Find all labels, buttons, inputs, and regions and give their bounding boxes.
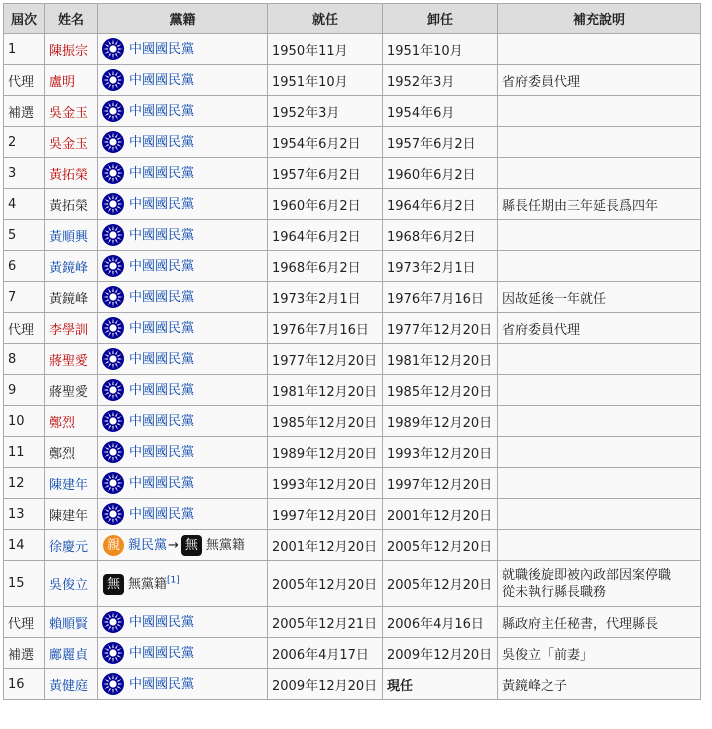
party-cell bbox=[98, 96, 268, 127]
term-cell: 代理 bbox=[4, 65, 45, 96]
kmt-emblem-icon bbox=[102, 503, 124, 525]
term-cell: 6 bbox=[4, 251, 45, 282]
name-link[interactable]: 鄭烈 bbox=[45, 406, 98, 437]
term-cell: 補選 bbox=[4, 638, 45, 669]
party-link[interactable]: 中國國民黨 bbox=[129, 289, 195, 305]
term-cell: 7 bbox=[4, 282, 45, 313]
kmt-emblem-icon bbox=[102, 379, 124, 401]
kmt-emblem-icon bbox=[102, 224, 124, 246]
end-cell: 現任 bbox=[383, 669, 498, 700]
start-cell: 1950年11月 bbox=[268, 34, 383, 65]
name-text: 蔣聖愛 bbox=[45, 375, 98, 406]
party-link[interactable]: 中國國民黨 bbox=[129, 41, 195, 57]
table-row bbox=[4, 406, 701, 437]
party-cell bbox=[98, 638, 268, 669]
name-text: 黃拓榮 bbox=[45, 189, 98, 220]
name-link[interactable]: 陳建年 bbox=[45, 468, 98, 499]
term-cell: 16 bbox=[4, 669, 45, 700]
term-cell: 代理 bbox=[4, 607, 45, 638]
table-row bbox=[4, 607, 701, 638]
start-cell: 1964年6月2日 bbox=[268, 220, 383, 251]
end-cell: 1960年6月2日 bbox=[383, 158, 498, 189]
end-cell: 1976年7月16日 bbox=[383, 282, 498, 313]
name-text: 陳建年 bbox=[45, 499, 98, 530]
name-link[interactable]: 黃健庭 bbox=[45, 669, 98, 700]
party-link[interactable]: 中國國民黨 bbox=[129, 258, 195, 274]
party-cell bbox=[98, 251, 268, 282]
party-cell bbox=[98, 406, 268, 437]
end-cell: 1957年6月2日 bbox=[383, 127, 498, 158]
party-cell bbox=[98, 669, 268, 700]
name-link[interactable]: 蔣聖愛 bbox=[45, 344, 98, 375]
table-row bbox=[4, 96, 701, 127]
end-cell: 1985年12月20日 bbox=[383, 375, 498, 406]
party-cell bbox=[98, 437, 268, 468]
kmt-emblem-icon bbox=[102, 611, 124, 633]
note-cell bbox=[498, 375, 701, 406]
name-link[interactable]: 李學訓 bbox=[45, 313, 98, 344]
name-text: 黃鏡峰 bbox=[45, 282, 98, 313]
kmt-emblem-icon bbox=[102, 69, 124, 91]
kmt-emblem-icon bbox=[102, 162, 124, 184]
term-cell: 9 bbox=[4, 375, 45, 406]
note-cell: 吳俊立「前妻」 bbox=[498, 638, 701, 669]
end-cell: 1973年2月1日 bbox=[383, 251, 498, 282]
kmt-emblem-icon bbox=[102, 317, 124, 339]
term-cell: 11 bbox=[4, 437, 45, 468]
end-cell: 1997年12月20日 bbox=[383, 468, 498, 499]
term-cell: 12 bbox=[4, 468, 45, 499]
kmt-emblem-icon bbox=[102, 100, 124, 122]
name-link[interactable]: 陳振宗 bbox=[45, 34, 98, 65]
party-link[interactable]: 中國國民黨 bbox=[129, 676, 195, 692]
start-cell: 1985年12月20日 bbox=[268, 406, 383, 437]
party-cell bbox=[98, 499, 268, 530]
table-row bbox=[4, 220, 701, 251]
kmt-emblem-icon bbox=[102, 255, 124, 277]
start-cell: 1981年12月20日 bbox=[268, 375, 383, 406]
start-cell: 1976年7月16日 bbox=[268, 313, 383, 344]
party-cell bbox=[98, 189, 268, 220]
end-cell: 2005年12月20日 bbox=[383, 530, 498, 561]
party-link[interactable]: 中國國民黨 bbox=[129, 506, 195, 522]
party-cell bbox=[98, 34, 268, 65]
table-row bbox=[4, 34, 701, 65]
note-cell bbox=[498, 468, 701, 499]
term-cell: 14 bbox=[4, 530, 45, 561]
kmt-emblem-icon bbox=[102, 131, 124, 153]
start-cell: 1997年12月20日 bbox=[268, 499, 383, 530]
table-row bbox=[4, 251, 701, 282]
table-row bbox=[4, 530, 701, 561]
table-row bbox=[4, 65, 701, 96]
start-cell: 2009年12月20日 bbox=[268, 669, 383, 700]
term-cell: 2 bbox=[4, 127, 45, 158]
party-cell bbox=[98, 127, 268, 158]
party-cell bbox=[98, 375, 268, 406]
end-cell: 1981年12月20日 bbox=[383, 344, 498, 375]
note-cell bbox=[498, 437, 701, 468]
kmt-emblem-icon bbox=[102, 38, 124, 60]
note-cell: 縣長任期由三年延長爲四年 bbox=[498, 189, 701, 220]
name-link[interactable]: 賴順賢 bbox=[45, 607, 98, 638]
party-link[interactable]: 中國國民黨 bbox=[129, 444, 195, 460]
party-cell bbox=[98, 344, 268, 375]
start-cell: 1989年12月20日 bbox=[268, 437, 383, 468]
end-cell: 1964年6月2日 bbox=[383, 189, 498, 220]
arrow-icon: → bbox=[168, 538, 179, 553]
note-cell: 黃鏡峰之子 bbox=[498, 669, 701, 700]
note-cell: 因故延後一年就任 bbox=[498, 282, 701, 313]
start-cell: 2005年12月21日 bbox=[268, 607, 383, 638]
kmt-emblem-icon bbox=[102, 441, 124, 463]
table-row bbox=[4, 313, 701, 344]
start-cell: 2006年4月17日 bbox=[268, 638, 383, 669]
name-link[interactable]: 盧明 bbox=[45, 65, 98, 96]
end-cell: 1977年12月20日 bbox=[383, 313, 498, 344]
party-label: 無黨籍 bbox=[128, 576, 168, 592]
term-cell: 8 bbox=[4, 344, 45, 375]
party-link[interactable]: 中國國民黨 bbox=[129, 227, 195, 243]
start-cell: 1954年6月2日 bbox=[268, 127, 383, 158]
party-cell bbox=[98, 158, 268, 189]
table-row bbox=[4, 437, 701, 468]
party-link[interactable]: 中國國民黨 bbox=[129, 614, 195, 630]
kmt-emblem-icon bbox=[102, 348, 124, 370]
party-cell bbox=[98, 313, 268, 344]
name-link[interactable]: 黃鏡峰 bbox=[45, 251, 98, 282]
table-row bbox=[4, 127, 701, 158]
term-cell: 10 bbox=[4, 406, 45, 437]
independent-icon: 無 bbox=[181, 535, 202, 556]
party-cell bbox=[98, 468, 268, 499]
table-row bbox=[4, 669, 701, 700]
table-row bbox=[4, 189, 701, 220]
note-cell bbox=[498, 406, 701, 437]
kmt-emblem-icon bbox=[102, 286, 124, 308]
table-row bbox=[4, 638, 701, 669]
term-cell: 5 bbox=[4, 220, 45, 251]
table-row bbox=[4, 344, 701, 375]
kmt-emblem-icon bbox=[102, 410, 124, 432]
term-cell: 4 bbox=[4, 189, 45, 220]
party-link[interactable]: 中國國民黨 bbox=[129, 134, 195, 150]
note-cell bbox=[498, 96, 701, 127]
party-cell bbox=[98, 607, 268, 638]
start-cell: 1951年10月 bbox=[268, 65, 383, 96]
note-cell bbox=[498, 530, 701, 561]
start-cell: 1960年6月2日 bbox=[268, 189, 383, 220]
name-link[interactable]: 黃拓榮 bbox=[45, 158, 98, 189]
end-cell: 1951年10月 bbox=[383, 34, 498, 65]
header-end: 卸任 bbox=[383, 4, 498, 34]
name-link[interactable]: 黃順興 bbox=[45, 220, 98, 251]
party-link[interactable]: 中國國民黨 bbox=[129, 103, 195, 119]
end-cell: 1993年12月20日 bbox=[383, 437, 498, 468]
note-cell: 縣政府主任秘書，代理縣長 bbox=[498, 607, 701, 638]
reference-link[interactable]: [1] bbox=[167, 575, 180, 586]
note-cell: 省府委員代理 bbox=[498, 65, 701, 96]
term-cell: 補選 bbox=[4, 96, 45, 127]
pfp-icon: 親 bbox=[103, 535, 124, 556]
note-cell bbox=[498, 561, 701, 607]
header-note: 補充說明 bbox=[498, 4, 701, 34]
party-cell bbox=[98, 530, 268, 561]
term-cell: 15 bbox=[4, 561, 45, 607]
name-link[interactable]: 吳俊立 bbox=[45, 561, 98, 607]
end-cell: 2009年12月20日 bbox=[383, 638, 498, 669]
note-cell bbox=[498, 344, 701, 375]
party-link[interactable]: 親民黨 bbox=[128, 538, 168, 553]
start-cell: 1993年12月20日 bbox=[268, 468, 383, 499]
kmt-emblem-icon bbox=[102, 642, 124, 664]
note-line: 從未執行縣長職務 bbox=[502, 584, 607, 600]
table-row bbox=[4, 468, 701, 499]
mayor-table bbox=[3, 3, 701, 700]
party-link[interactable]: 中國國民黨 bbox=[129, 645, 195, 661]
party-link[interactable]: 中國國民黨 bbox=[129, 382, 195, 398]
party-link[interactable]: 中國國民黨 bbox=[129, 351, 195, 367]
kmt-emblem-icon bbox=[102, 673, 124, 695]
independent-icon: 無 bbox=[103, 574, 124, 595]
note-cell bbox=[498, 220, 701, 251]
table-row bbox=[4, 282, 701, 313]
start-cell: 1957年6月2日 bbox=[268, 158, 383, 189]
start-cell: 2001年12月20日 bbox=[268, 530, 383, 561]
name-link[interactable]: 鄺麗貞 bbox=[45, 638, 98, 669]
term-cell: 13 bbox=[4, 499, 45, 530]
header-party: 黨籍 bbox=[98, 4, 268, 34]
party-link[interactable]: 中國國民黨 bbox=[129, 475, 195, 491]
table-row bbox=[4, 499, 701, 530]
party-cell bbox=[98, 282, 268, 313]
note-cell bbox=[498, 127, 701, 158]
start-cell: 1977年12月20日 bbox=[268, 344, 383, 375]
note-cell bbox=[498, 499, 701, 530]
party-cell bbox=[98, 561, 268, 607]
term-cell: 代理 bbox=[4, 313, 45, 344]
header-term: 屆次 bbox=[4, 4, 45, 34]
note-cell: 省府委員代理 bbox=[498, 313, 701, 344]
note-cell bbox=[498, 251, 701, 282]
end-cell: 2006年4月16日 bbox=[383, 607, 498, 638]
table-header-row bbox=[4, 4, 701, 34]
name-text: 鄭烈 bbox=[45, 437, 98, 468]
end-cell: 1968年6月2日 bbox=[383, 220, 498, 251]
table-row bbox=[4, 561, 701, 607]
start-cell: 2005年12月20日 bbox=[268, 561, 383, 607]
name-link[interactable]: 徐慶元 bbox=[45, 530, 98, 561]
start-cell: 1973年2月1日 bbox=[268, 282, 383, 313]
end-cell: 2001年12月20日 bbox=[383, 499, 498, 530]
header-name: 姓名 bbox=[45, 4, 98, 34]
party-link[interactable]: 中國國民黨 bbox=[129, 72, 195, 88]
term-cell: 1 bbox=[4, 34, 45, 65]
table-row bbox=[4, 375, 701, 406]
note-cell bbox=[498, 34, 701, 65]
party-cell bbox=[98, 65, 268, 96]
kmt-emblem-icon bbox=[102, 472, 124, 494]
end-cell: 1989年12月20日 bbox=[383, 406, 498, 437]
table-row bbox=[4, 158, 701, 189]
note-cell bbox=[498, 158, 701, 189]
party-label: 無黨籍 bbox=[205, 538, 245, 553]
end-cell: 1952年3月 bbox=[383, 65, 498, 96]
end-cell: 1954年6月 bbox=[383, 96, 498, 127]
party-cell bbox=[98, 220, 268, 251]
term-cell: 3 bbox=[4, 158, 45, 189]
name-link[interactable]: 吳金玉 bbox=[45, 127, 98, 158]
end-cell: 2005年12月20日 bbox=[383, 561, 498, 607]
note-line: 就職後旋即被內政部因案停職 bbox=[502, 567, 672, 583]
party-link[interactable]: 中國國民黨 bbox=[129, 196, 195, 212]
party-link[interactable]: 中國國民黨 bbox=[129, 165, 195, 181]
name-link[interactable]: 吳金玉 bbox=[45, 96, 98, 127]
party-link[interactable]: 中國國民黨 bbox=[129, 413, 195, 429]
start-cell: 1968年6月2日 bbox=[268, 251, 383, 282]
kmt-emblem-icon bbox=[102, 193, 124, 215]
header-start: 就任 bbox=[268, 4, 383, 34]
start-cell: 1952年3月 bbox=[268, 96, 383, 127]
party-link[interactable]: 中國國民黨 bbox=[129, 320, 195, 336]
